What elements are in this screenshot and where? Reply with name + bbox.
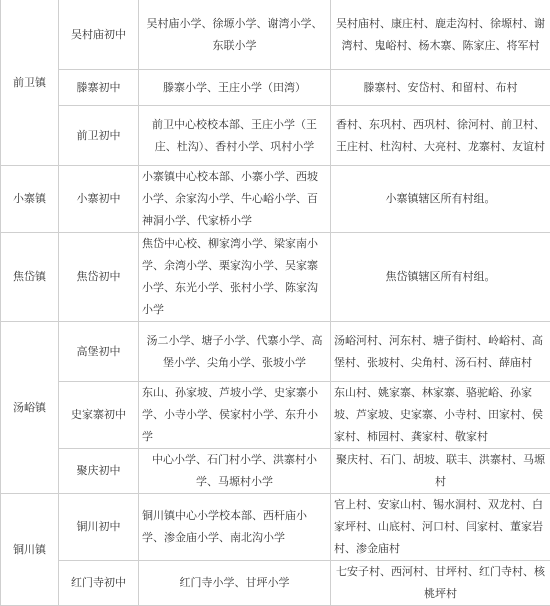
table-row	[1, 449, 550, 494]
middle-school-cell: 前卫初中	[59, 106, 139, 166]
primary-schools-cell: 汤二小学、塘子小学、代寨小学、高堡小学、尖角小学、张坡小学	[139, 322, 331, 382]
villages-cell: 小寨镇辖区所有村组。	[331, 166, 550, 233]
villages-cell: 东山村、姚家寨、林家寨、骆驼峪、孙家坡、芦家坡、史家寨、小寺村、田家村、侯家村、柿园村、龚家村、敬家村	[331, 382, 550, 449]
town-cell: 小寨镇	[1, 166, 59, 233]
table-row	[1, 166, 550, 233]
middle-school-cell: 史家寨初中	[59, 382, 139, 449]
middle-school-cell: 红门寺初中	[59, 561, 139, 606]
primary-schools-cell: 前卫中心校校本部、王庄小学（王庄、杜沟）、香村小学、巩村小学	[139, 106, 331, 166]
table-row	[1, 322, 550, 382]
villages-cell: 焦岱镇辖区所有村组。	[331, 233, 550, 322]
town-cell: 铜川镇	[1, 494, 59, 606]
town-cell: 前卫镇	[1, 0, 59, 166]
primary-schools-cell: 吴村庙小学、徐塬小学、谢湾小学、东联小学	[139, 0, 331, 70]
table-row	[1, 70, 550, 106]
villages-cell: 香村、东巩村、西巩村、徐河村、前卫村、王庄村、杜沟村、大亮村、龙寨村、友谊村	[331, 106, 550, 166]
primary-schools-cell: 滕寨小学、王庄小学（田湾）	[139, 70, 331, 106]
villages-cell: 官上村、安家山村、锡水洞村、双龙村、白家坪村、山底村、河口村、闫家村、董家岩村、渗金庙村	[331, 494, 550, 561]
table-row	[1, 561, 550, 606]
table-row	[1, 494, 550, 561]
villages-cell: 吴村庙村、康庄村、鹿走沟村、徐塬村、谢湾村、鬼峪村、杨木寨、陈家庄、将军村	[331, 0, 550, 70]
primary-schools-cell: 红门寺小学、甘坪小学	[139, 561, 331, 606]
town-cell: 焦岱镇	[1, 233, 59, 322]
villages-cell: 汤峪河村、河东村、塘子街村、岭峪村、高堡村、张坡村、尖角村、汤石村、薛庙村	[331, 322, 550, 382]
table-row	[1, 382, 550, 449]
table-row	[1, 106, 550, 166]
town-cell: 汤峪镇	[1, 322, 59, 494]
middle-school-cell: 高堡初中	[59, 322, 139, 382]
middle-school-cell: 吴村庙初中	[59, 0, 139, 70]
villages-cell: 七安子村、西河村、甘坪村、红门寺村、核桃坪村	[331, 561, 550, 606]
middle-school-cell: 铜川初中	[59, 494, 139, 561]
primary-schools-cell: 中心小学、石门村小学、洪寨村小学、马塬村小学	[139, 449, 331, 494]
primary-schools-cell: 小寨镇中心校本部、小寨小学、西坡小学、余家沟小学、牛心峪小学、百神洞小学、代家桥小学	[139, 166, 331, 233]
villages-cell: 聚庆村、石门、胡坡、联丰、洪寨村、马塬村	[331, 449, 550, 494]
table-row	[1, 233, 550, 322]
middle-school-cell: 聚庆初中	[59, 449, 139, 494]
middle-school-cell: 滕寨初中	[59, 70, 139, 106]
villages-cell: 滕寨村、安岱村、和留村、布村	[331, 70, 550, 106]
primary-schools-cell: 东山、孙家坡、芦坡小学、史家寨小学、小寺小学、侯家村小学、东升小学	[139, 382, 331, 449]
primary-schools-cell: 焦岱中心校、柳家湾小学、梁家南小学、余湾小学、栗家沟小学、吴家寨小学、东光小学、张村小学、陈家沟小学	[139, 233, 331, 322]
primary-schools-cell: 铜川镇中心小学校本部、西杆庙小学、渗金庙小学、南北沟小学	[139, 494, 331, 561]
middle-school-cell: 小寨初中	[59, 166, 139, 233]
table-row	[1, 0, 550, 70]
middle-school-cell: 焦岱初中	[59, 233, 139, 322]
